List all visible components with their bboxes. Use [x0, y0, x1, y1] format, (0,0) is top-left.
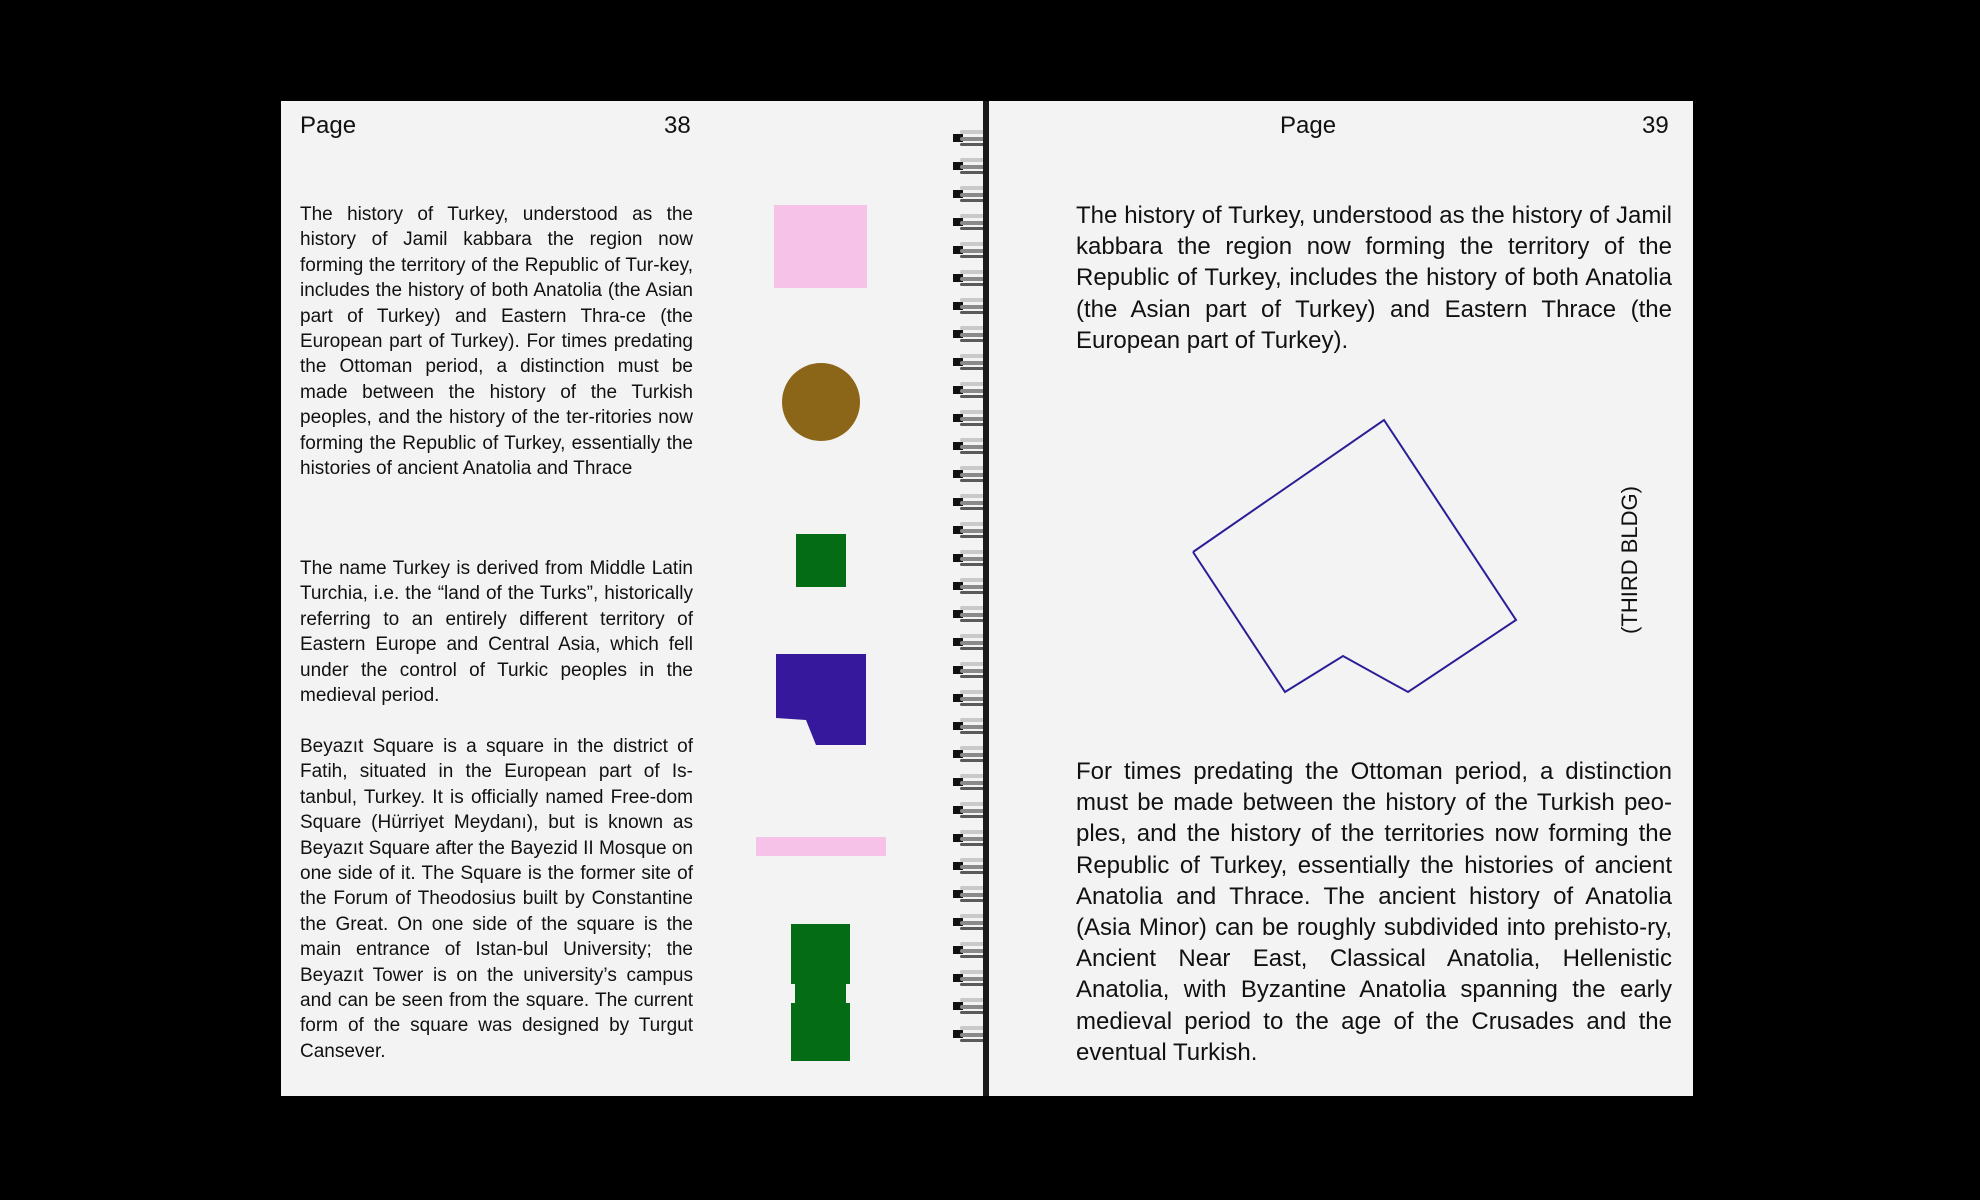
left-paragraph-3: Beyazıt Square is a square in the district of Fatih, situated in the European part of Is-tanbul, Turkey. It is officially named Free-dom Square (Hürriyet Meydanı), but is known as Beyazıt Square after the Bayezid II Mosque on one side of it. The Square is the former site of the Forum of Theodosius built by Constantine the Great. On one side of the square is the main entrance of Istan-bul University; the Beyazıt Tower is on the university’s campus and can be seen from the square. The current form of the square was designed by Turgut Cansever. — [300, 736, 693, 1062]
left-paragraph-1: The history of Turkey, understood as the history of Jamil kabbara the region now forming the territory of the Republic of Tur-key, includes the history of both Anatolia (the Asian part of Turkey) and Eastern Thra-ce (the European part of Turkey). For times predating the Ottoman period, a distinction must be made between the history of the Turkish peoples, and the history of the ter-ritories now forming the Republic of Turkey, essentially the histories of ancient Anatolia and Thrace — [300, 204, 693, 480]
right-intro-paragraph: The history of Turkey, understood as the history of Jamil kabbara the region now forming the territory of the Republic of Turkey, includes the history of both Anatolia (the Asian part of Turkey) and Eastern Thrace (the European part of Turkey). — [1076, 202, 1672, 354]
green-bone-shape — [791, 924, 851, 1061]
green-square-shape — [796, 534, 846, 587]
left-paragraph-2: The name Turkey is derived from Middle Latin Turchia, i.e. the “land of the Turks”, historically referring to an entirely different territory of Eastern Europe and Central Asia, which fell under the control of Turkic peoples in the medieval period. — [300, 558, 693, 707]
left-page-number: 38 — [664, 112, 691, 139]
right-page-label: Page — [1280, 112, 1337, 139]
brown-circle-shape — [782, 363, 860, 441]
vertical-building-label: (THIRD BLDG) — [1617, 486, 1642, 634]
pink-rectangle-shape — [774, 205, 867, 288]
pink-bar-shape — [756, 837, 886, 856]
right-body-paragraph: For times predating the Ottoman period, a distinction must be made between the history of the Turkish peo-ples, and the history of the territories now forming the Republic of Turkey, essentially the histories of ancient Anatolia and Thrace. The ancient history of Anatolia (Asia Minor) can be roughly subdivided into prehisto-ry, Ancient Near East, Classical Anatolia, Hellenistic Anatolia, with Byzantine Anatolia spanning the early medieval period to the age of the Crusades and the eventual Turkish. — [1076, 758, 1672, 1066]
indigo-notched-shape — [776, 654, 866, 746]
building-outline-shape — [1185, 417, 1520, 697]
right-page-number: 39 — [1642, 112, 1669, 139]
left-page-label: Page — [300, 112, 357, 139]
